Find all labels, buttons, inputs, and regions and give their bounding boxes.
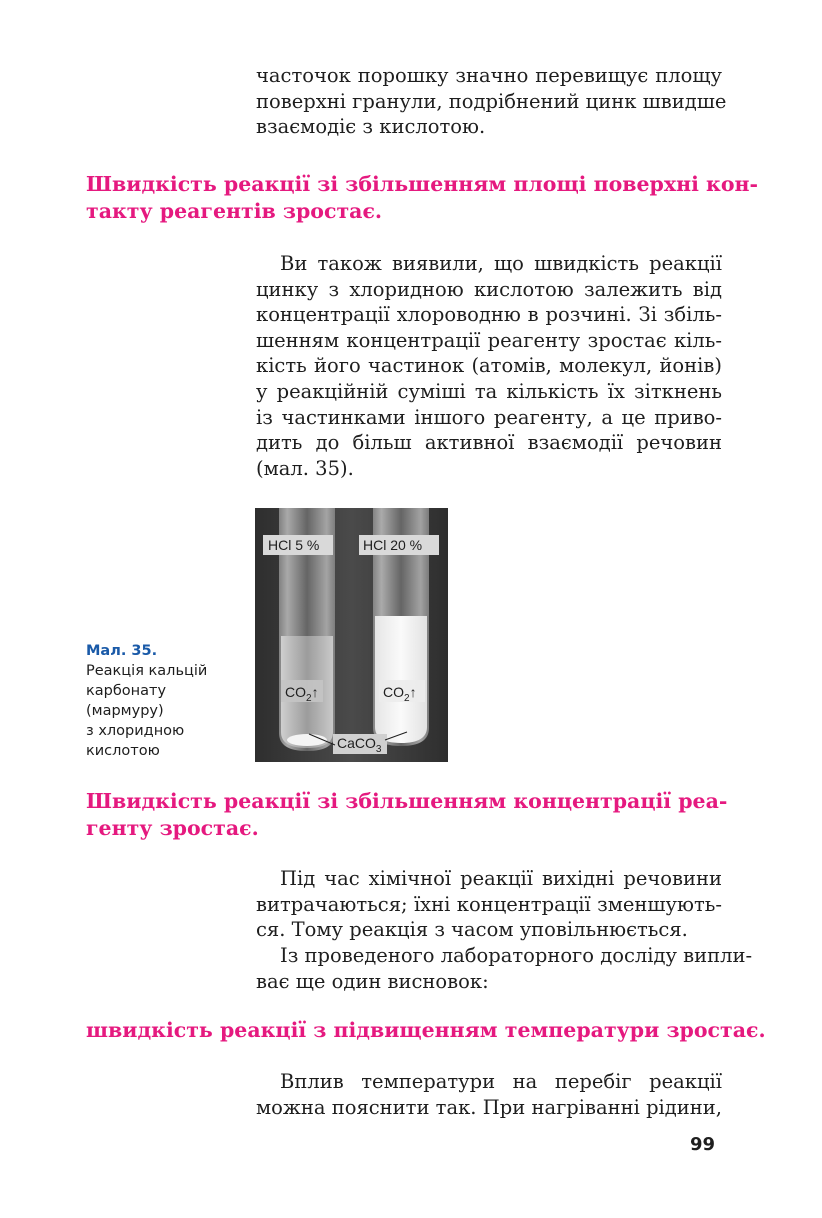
text-line: кість його частинок (атомів, молекул, йонів) xyxy=(256,354,722,378)
caco3-label: CaCO$_3$ xyxy=(337,735,382,755)
co2-label-left: $CO_2↑$ xyxy=(285,684,319,704)
text-line: із частинками іншого реагенту, а це приво- xyxy=(256,405,722,429)
paragraph-conclusion xyxy=(256,943,753,994)
caption-line: (мармуру) xyxy=(86,703,164,719)
co2-label-right: $CO_2↑$ xyxy=(383,684,417,704)
caption-line: карбонату xyxy=(86,683,167,699)
caption-line: Реакція кальцій xyxy=(86,663,208,679)
rule-line: швидкість реакції з підвищенням температури зростає. xyxy=(86,1018,766,1042)
text-line: поверхні гранули, подрібнений цинк швидше xyxy=(256,89,727,113)
text-line: Із проведеного лабораторного досліду випли- xyxy=(280,944,753,967)
rule-concentration xyxy=(86,788,726,842)
paragraph-temperature-effect xyxy=(256,1069,722,1120)
text-line: у реакційній суміші та кількість їх зіткнень xyxy=(256,379,722,403)
caption-line: з хлоридною xyxy=(86,723,185,739)
paragraph-reaction-slows xyxy=(256,866,722,943)
rule-line: Швидкість реакції зі збільшенням концентрації реа- xyxy=(86,789,728,813)
label-left: HCl 5 % xyxy=(268,537,320,553)
caption-line: кислотою xyxy=(86,743,160,759)
test-tubes-photo xyxy=(255,508,448,762)
text-line: дить до більш активної взаємодії речовин xyxy=(256,431,722,455)
text-line: (мал. 35). xyxy=(256,456,354,480)
text-line: цинку з хлоридною кислотою залежить від xyxy=(256,277,722,301)
figure-number: Мал. 35. xyxy=(86,643,158,659)
text-line: взаємодіє з кислотою. xyxy=(256,115,486,139)
rule-line: такту реагентів зростає. xyxy=(86,199,383,223)
text-line: ває ще один висновок: xyxy=(256,969,489,993)
text-line: часточок порошку значно перевищує площу xyxy=(256,64,722,87)
figure-test-tubes xyxy=(255,508,448,762)
rule-temperature xyxy=(86,1017,766,1044)
text-line: витрачаються; їхні концентрації зменшують- xyxy=(256,892,722,916)
left-tube-sediment xyxy=(287,734,327,746)
label-right: HCl 20 % xyxy=(363,537,423,553)
text-line: Під час хімічної реакції вихідні речовини xyxy=(280,867,722,890)
rule-line: генту зростає. xyxy=(86,816,259,840)
page-number: 99 xyxy=(690,1134,716,1155)
text-line: концентрації хлороводню в розчині. Зі збіль- xyxy=(256,303,722,327)
text-line: Вплив температури на перебіг реакції xyxy=(280,1070,722,1093)
paragraph-continuation xyxy=(256,63,727,140)
text-line: Ви також виявили, що швидкість реакції xyxy=(280,252,722,275)
rule-surface-area xyxy=(86,171,759,225)
text-line: шенням концентрації реагенту зростає кіль- xyxy=(256,328,722,352)
figure-caption xyxy=(86,641,246,761)
text-line: можна пояснити так. При нагріванні рідини, xyxy=(256,1095,722,1119)
text-line: ся. Тому реакція з часом уповільнюється. xyxy=(256,918,688,942)
right-tube-liquid xyxy=(375,616,427,743)
paragraph-concentration xyxy=(256,251,722,481)
rule-line: Швидкість реакції зі збільшенням площі поверхні кон- xyxy=(86,172,759,196)
